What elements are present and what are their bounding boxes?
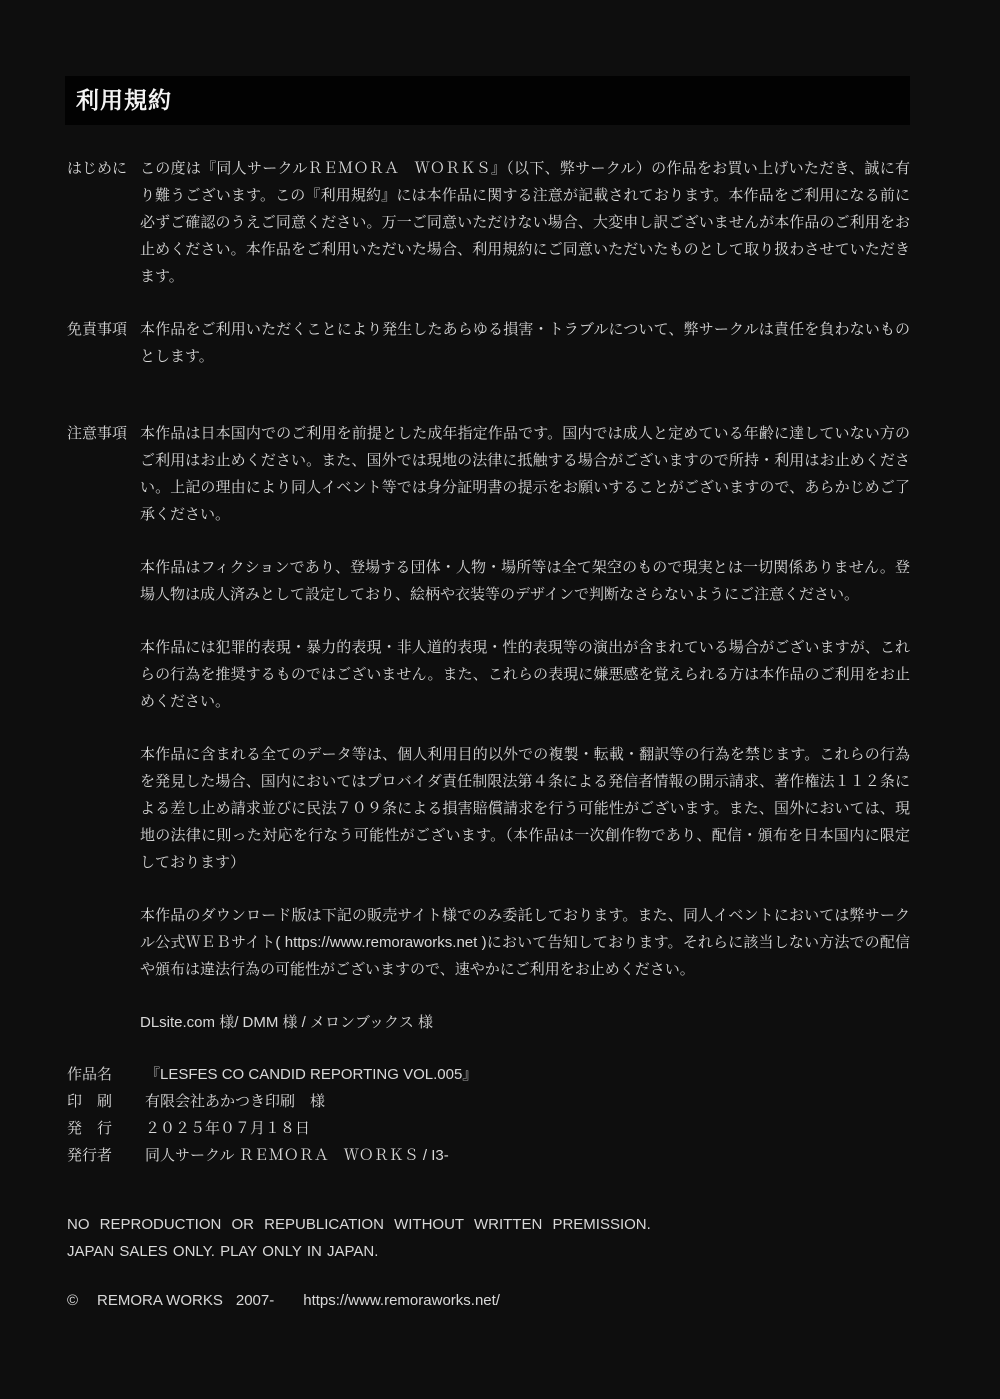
colophon-label: 作品名 (67, 1066, 113, 1083)
section-cautions (67, 420, 910, 1036)
terms-paragraph: 本作品は日本国内でのご利用を前提とした成年指定作品です。国内では成人と定めている年齢に達していない方のご利用はお止めください。また、国外では現地の法律に抵触する場合がございますので所持・利用はお止めください。上記の理由により同人イベント等では身分証明書の提示をお願いすることがございますので、あらかじめご了承ください。 (140, 425, 910, 523)
terms-paragraph: 本作品のダウンロード版は下記の販売サイト様でのみ委託しております。また、同人イベントにおいては弊サークル公式ＷＥＢサイト( https://www.remoraworks.net )において告知しております。それらに該当しない方法での配信や頒布は違法行為の可能性がございますので、速やかにご利用をお止めください。 (140, 907, 910, 978)
section-introduction (67, 155, 910, 290)
colophon-value: 有限会社あかつき印刷 様 (145, 1093, 326, 1110)
section-label: はじめに (67, 160, 128, 177)
section-label: 免責事項 (67, 321, 128, 338)
colophon-value: ２０２５年０７月１８日 (145, 1120, 311, 1137)
colophon-row (67, 1061, 910, 1088)
colophon-row (67, 1115, 910, 1142)
terms-paragraph: 本作品に含まれる全てのデータ等は、個人利用目的以外での複製・転載・翻訳等の行為を禁じます。これらの行為を発見した場合、国内においてはプロバイダ責任制限法第４条による発信者情報の開示請求、著作権法１１２条による差し止め請求並びに民法７０９条による損害賠償請求を行う可能性がございます。また、国外においては、現地の法律に則った対応を行なう可能性がございます。（本作品は一次創作物であり、配信・頒布を日本国内に限定しております） (140, 746, 910, 871)
circle-name: REMORA WORKS (97, 1292, 223, 1309)
colophon-value: 『LESFES CO CANDID REPORTING VOL.005』 (145, 1066, 478, 1083)
terms-content (0, 155, 1000, 1314)
colophon-label: 発行者 (67, 1147, 113, 1164)
legal-footer (67, 1211, 910, 1314)
colophon-label: 発 行 (67, 1120, 113, 1137)
section-paragraphs (140, 420, 910, 1036)
section-label: 注意事項 (67, 425, 128, 442)
colophon-row (67, 1088, 910, 1115)
colophon-label: 印 刷 (67, 1093, 113, 1110)
colophon-row (67, 1142, 910, 1169)
vendors-line: DLsite.com 様/ DMM 様 / メロンブックス 様 (140, 1014, 433, 1031)
website-url: https://www.remoraworks.net/ (303, 1292, 500, 1309)
terms-paragraph: この度は『同人サークルＲＥＭＯＲＡ ＷＯＲＫＳ』（以下、弊サークル）の作品をお買い上げいただき、誠に有り難うございます。この『利用規約』には本作品に関する注意が記載されております。本作品をご利用になる前に必ずご確認のうえご同意ください。万一ご同意いただけない場合、大変申し訳ございませんが本作品のご利用をお止めください。本作品をご利用いただいた場合、利用規約にご同意いただいたものとして取り扱わさせていただきます。 (140, 160, 910, 285)
section-paragraphs (140, 316, 910, 370)
notice-line: JAPAN SALES ONLY. PLAY ONLY IN JAPAN. (67, 1243, 379, 1260)
copyright-symbol: © (67, 1292, 79, 1309)
terms-paragraph: 本作品をご利用いただくことにより発生したあらゆる損害・トラブルについて、弊サークルは責任を負わないものとします。 (140, 321, 910, 365)
page-title: 利用規約 (76, 88, 172, 113)
terms-paragraph: 本作品には犯罪的表現・暴力的表現・非人道的表現・性的表現等の演出が含まれている場合がございますが、これらの行為を推奨するものではございません。また、これらの表現に嫌悪感を覚えられる方は本作品のご利用をお止めください。 (140, 639, 910, 710)
section-disclaimer (67, 316, 910, 370)
copyright-line (67, 1287, 910, 1314)
section-paragraphs (140, 155, 910, 290)
colophon (67, 1061, 910, 1169)
page-title-band (65, 76, 910, 125)
colophon-value: 同人サークル ＲＥＭＯＲＡ ＷＯＲＫＳ / I3- (145, 1147, 449, 1164)
copyright-years: 2007- (235, 1292, 275, 1309)
notice-line: NO REPRODUCTION OR REPUBLICATION WITHOUT WRITTEN PREMISSION. (67, 1216, 651, 1233)
terms-paragraph: 本作品はフィクションであり、登場する団体・人物・場所等は全て架空のもので現実とは一切関係ありません。登場人物は成人済みとして設定しており、絵柄や衣装等のデザインで判断なさらないようにご注意ください。 (140, 559, 910, 603)
